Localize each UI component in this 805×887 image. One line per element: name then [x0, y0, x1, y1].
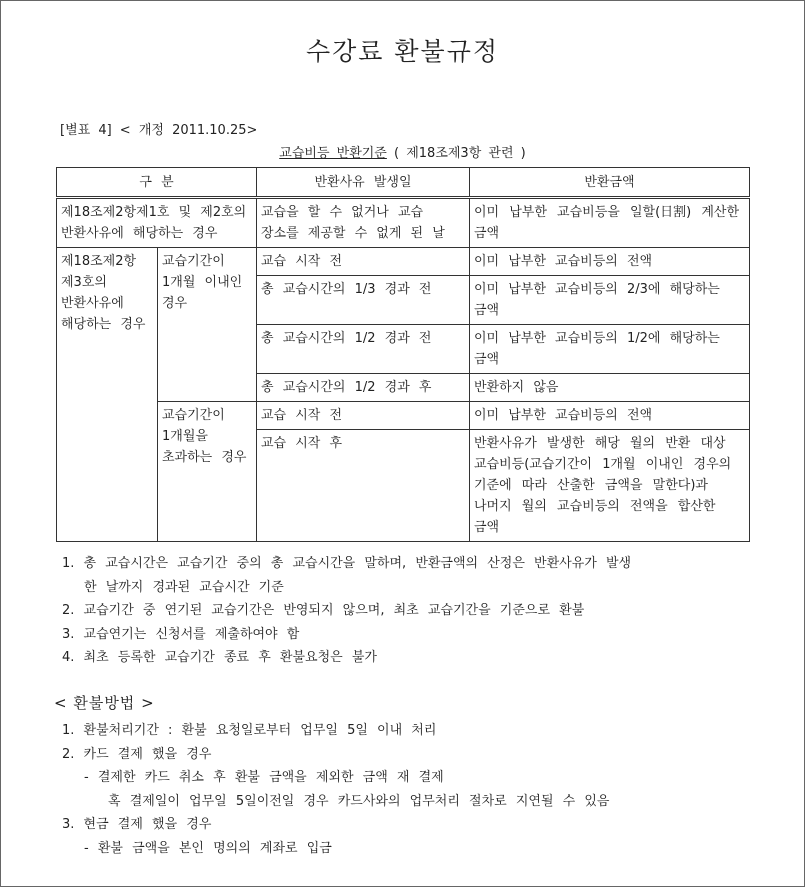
- notes-list: [62, 552, 631, 670]
- annex-note: [별표 4] < 개정 2011.10.25>: [60, 123, 258, 138]
- note-item: 4. 최초 등록한 교습기간 종료 후 환불요청은 불가: [62, 650, 377, 665]
- occurrence-cell: 교습 시작 전: [257, 248, 470, 276]
- occurrence-cell: 교습을 할 수 없거나 교습 장소를 제공할 수 없게 된 날: [257, 198, 470, 248]
- note-item-continued: 한 날까지 경과된 교습시간 기준: [84, 579, 284, 595]
- subheading-main: 교습비등 반환기준: [279, 146, 387, 161]
- occurrence-cell: 교습 시작 후: [257, 430, 470, 542]
- subheading-ref: ( 제18조제3항 관련 ): [394, 146, 526, 161]
- refund-method-title: < 환불방법 >: [54, 694, 155, 712]
- header-occurrence: 반환사유 발생일: [257, 168, 470, 198]
- occurrence-cell: 총 교습시간의 1/2 경과 전: [257, 325, 470, 374]
- method-subitem-note: 혹 결제일이 업무일 5일이전일 경우 카드사와의 업무처리 절차로 지연될 수 있음: [108, 793, 610, 809]
- amount-cell: 이미 납부한 교습비등의 전액: [470, 248, 750, 276]
- header-amount: 반환금액: [470, 168, 750, 198]
- category-cell: 제18조제2항 제3호의 반환사유에 해당하는 경우: [57, 248, 158, 542]
- table-row: [57, 248, 750, 276]
- table-row: [57, 402, 750, 430]
- method-subitem: - 환불 금액을 본인 명의의 계좌로 입금: [84, 840, 332, 856]
- method-subitem: - 결제한 카드 취소 후 환불 금액을 제외한 금액 재 결제: [84, 770, 444, 785]
- refund-table: [56, 167, 750, 542]
- amount-cell: 이미 납부한 교습비등을 일할(日割) 계산한 금액: [470, 198, 750, 248]
- note-item: 2. 교습기간 중 연기된 교습기간은 반영되지 않으며, 최초 교습기간을 기준으로 환불: [62, 603, 585, 618]
- subcategory-cell: 교습기간이 1개월을 초과하는 경우: [158, 402, 257, 542]
- method-item: 2. 카드 결제 했을 경우: [62, 746, 212, 762]
- category-cell: 제18조제2항제1호 및 제2호의 반환사유에 해당하는 경우: [57, 198, 257, 248]
- method-item: 3. 현금 결제 했을 경우: [62, 817, 212, 832]
- table-subheading: [0, 142, 805, 161]
- table-header-row: [57, 168, 750, 198]
- page-title: 수강료 환불규정: [306, 37, 499, 66]
- header-category: 구 분: [57, 168, 257, 198]
- amount-cell: 이미 납부한 교습비등의 2/3에 해당하는 금액: [470, 276, 750, 325]
- note-item: 3. 교습연기는 신청서를 제출하여야 함: [62, 626, 300, 642]
- method-item: 1. 환불처리기간 : 환불 요청일로부터 업무일 5일 이내 처리: [62, 723, 437, 738]
- amount-cell: 반환사유가 발생한 해당 월의 반환 대상 교습비등(교습기간이 1개월 이내인 경우의 기준에 따라 산출한 금액을 말한다)과 나머지 월의 교습비등의 전액을 합산한 금액: [470, 430, 750, 542]
- refund-method-list: [62, 719, 609, 860]
- occurrence-cell: 교습 시작 전: [257, 402, 470, 430]
- amount-cell: 반환하지 않음: [470, 374, 750, 402]
- occurrence-cell: 총 교습시간의 1/3 경과 전: [257, 276, 470, 325]
- subcategory-cell: 교습기간이 1개월 이내인 경우: [158, 248, 257, 402]
- note-item: 1. 총 교습시간은 교습기간 중의 총 교습시간을 말하며, 반환금액의 산정은 반환사유가 발생: [62, 556, 632, 571]
- amount-cell: 이미 납부한 교습비등의 전액: [470, 402, 750, 430]
- table-row: [57, 198, 750, 248]
- amount-cell: 이미 납부한 교습비등의 1/2에 해당하는 금액: [470, 325, 750, 374]
- occurrence-cell: 총 교습시간의 1/2 경과 후: [257, 374, 470, 402]
